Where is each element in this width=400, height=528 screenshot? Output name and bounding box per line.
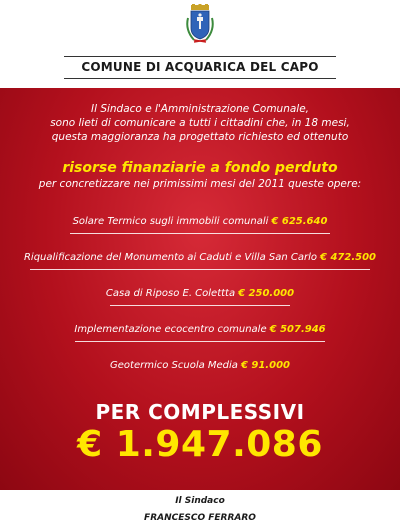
work-name: Solare Termico sugli immobili comunali xyxy=(72,216,269,227)
intro-line: questa maggioranza ha progettato richiesto ed ottenuto xyxy=(51,131,349,143)
work-item xyxy=(0,288,400,299)
work-amount: € 472.500 xyxy=(320,252,376,263)
comune-title: COMUNE DI ACQUARICA DEL CAPO xyxy=(81,60,319,74)
announcement-panel xyxy=(0,88,400,490)
work-item xyxy=(0,360,400,371)
work-amount: € 507.946 xyxy=(269,324,326,335)
title-top-rule xyxy=(64,56,336,57)
work-divider xyxy=(70,233,330,234)
purpose-text: per concretizzare nei primissimi mesi del 2011 queste opere: xyxy=(38,178,362,190)
work-name: Riqualificazione del Monumento ai Caduti e Villa San Carlo xyxy=(23,252,317,263)
work-divider xyxy=(110,305,290,306)
summary-label: PER COMPLESSIVI xyxy=(95,400,305,424)
title-bottom-rule xyxy=(64,78,336,79)
intro-line: sono lieti di comunicare a tutti i cittadini che, in 18 mesi, xyxy=(50,117,350,129)
intro-line: Il Sindaco e l'Amministrazione Comunale, xyxy=(90,103,310,115)
work-item xyxy=(0,252,400,263)
work-amount: € 625.640 xyxy=(271,216,328,227)
highlight-text: risorse finanziarie a fondo perduto xyxy=(62,160,338,176)
intro-text xyxy=(30,102,370,144)
footer xyxy=(0,490,400,528)
work-item xyxy=(0,216,400,227)
signature-role: Il Sindaco xyxy=(175,496,225,506)
header xyxy=(0,0,400,88)
work-name: Implementazione ecocentro comunale xyxy=(74,324,267,335)
work-divider xyxy=(75,341,325,342)
work-item xyxy=(0,324,400,335)
work-amount: € 91.000 xyxy=(240,360,290,371)
work-name: Casa di Riposo E. Colettta xyxy=(105,288,236,299)
summary-total: € 1.947.086 xyxy=(77,424,323,465)
work-divider xyxy=(30,269,370,270)
work-name: Geotermico Scuola Media xyxy=(110,360,238,371)
work-amount: € 250.000 xyxy=(238,288,295,299)
coat-of-arms-icon xyxy=(182,4,218,48)
signature-name: FRANCESCO FERRARO xyxy=(144,513,256,523)
